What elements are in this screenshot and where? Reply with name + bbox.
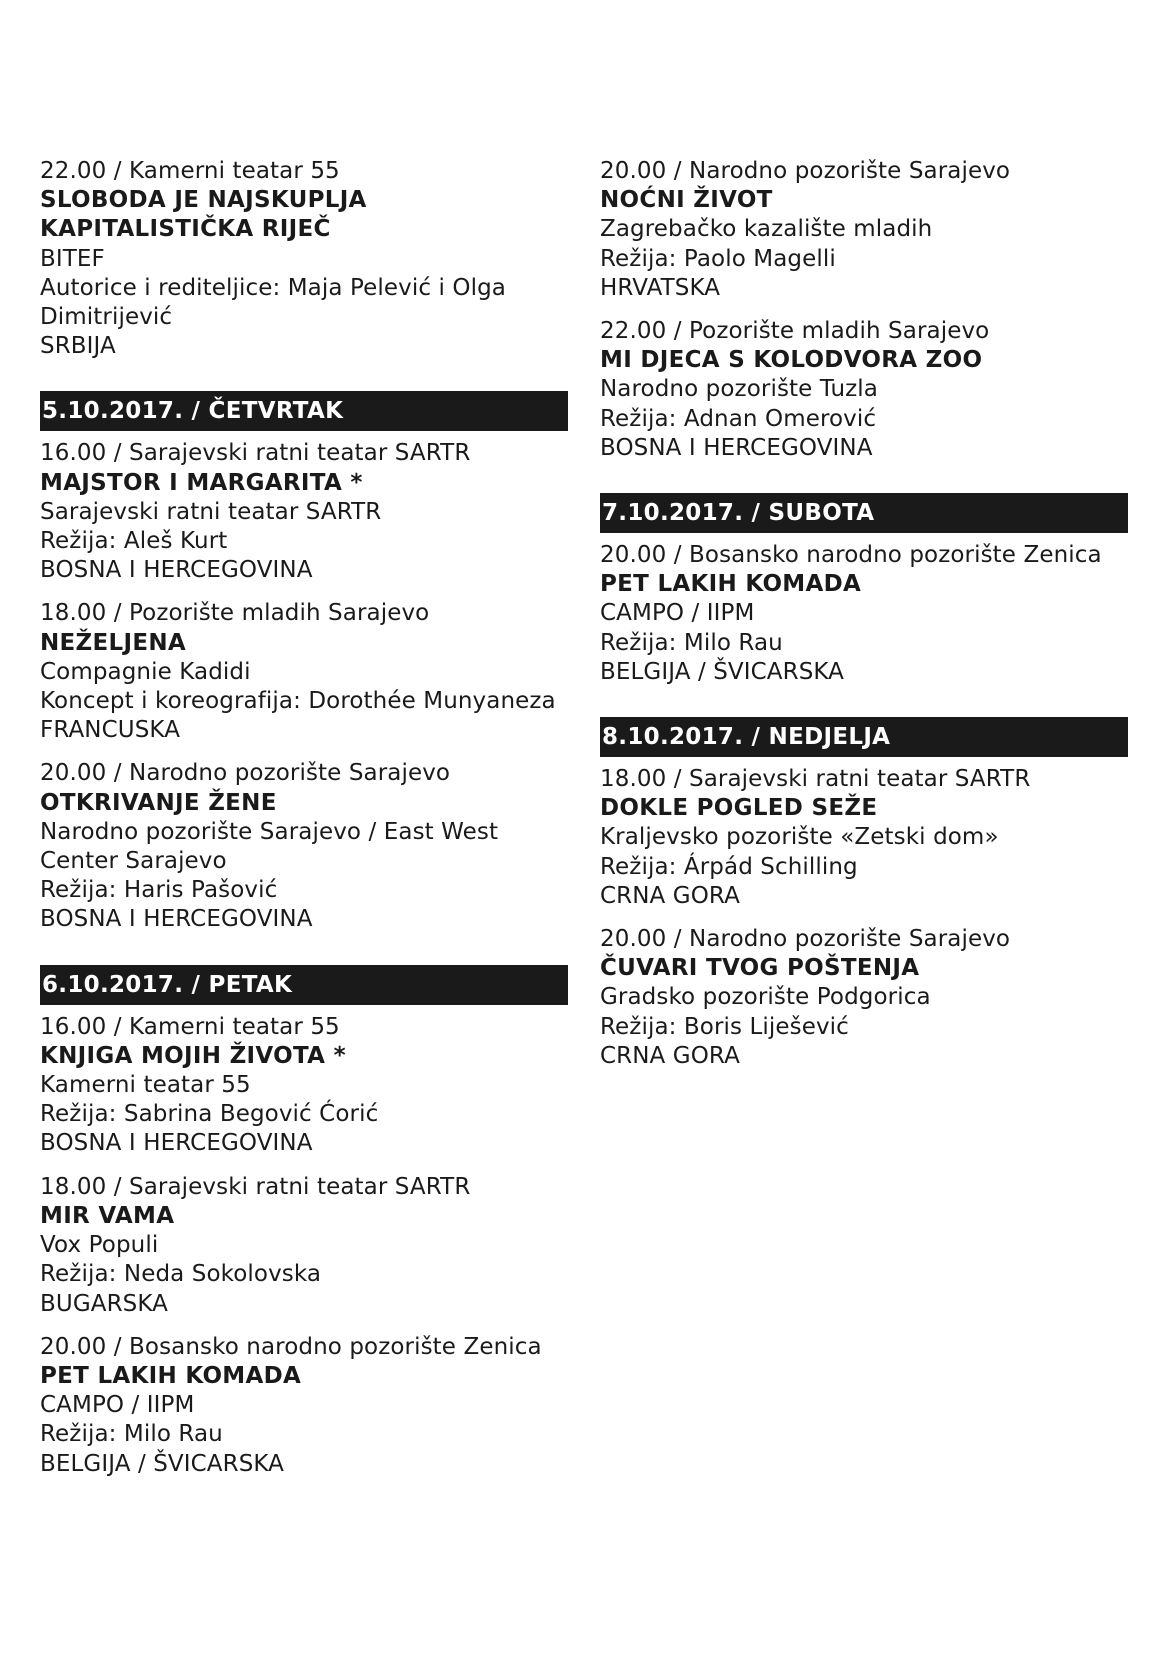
event-time-venue: 18.00 / Pozorište mladih Sarajevo — [40, 600, 430, 627]
event-company: Narodno pozorište Sarajevo / East West Center Sarajevo — [40, 818, 499, 875]
event-credit: Režija: Boris Liješević — [600, 1013, 849, 1040]
event-time-venue: 22.00 / Kamerni teatar 55 — [40, 158, 340, 184]
event-country: CRNA GORA — [600, 882, 740, 909]
event-title: NOĆNI ŽIVOT — [600, 187, 773, 214]
event-pet-lakih-komada — [40, 1333, 568, 1479]
left-column — [40, 157, 568, 1479]
event-time-venue: 18.00 / Sarajevski ratni teatar SARTR — [600, 766, 1031, 793]
event-title: MAJSTOR I MARGARITA * — [40, 469, 363, 496]
event-cuvari — [600, 925, 1128, 1071]
event-dokle-pogled — [600, 765, 1128, 911]
event-credit: Režija: Paolo Magelli — [600, 245, 836, 272]
event-country: BELGIJA / ŠVICARSKA — [600, 658, 845, 685]
event-mir-vama — [40, 1173, 568, 1319]
event-title: DOKLE POGLED SEŽE — [600, 795, 878, 822]
event-otkrivanje — [40, 759, 568, 934]
day-header-saturday: 7.10.2017. / SUBOTA — [600, 493, 1128, 533]
event-credit: Autorice i rediteljice: Maja Pelević i Olga Dimitrijević — [40, 274, 506, 331]
day-header-thursday: 5.10.2017. / ČETVRTAK — [40, 391, 568, 431]
event-pet-lakih-komada — [600, 541, 1128, 687]
event-title: PET LAKIH KOMADA — [600, 571, 862, 598]
event-nezeljena — [40, 599, 568, 745]
day-header-friday: 6.10.2017. / PETAK — [40, 965, 568, 1005]
day-header-sunday: 8.10.2017. / NEDJELJA — [600, 717, 1128, 757]
event-time-venue: 20.00 / Bosansko narodno pozorište Zenica — [40, 1333, 542, 1360]
event-time-venue: 22.00 / Pozorište mladih Sarajevo — [600, 318, 990, 345]
event-company: Kraljevsko pozorište «Zetski dom» — [600, 824, 999, 851]
event-credit: Režija: Haris Pašović — [40, 877, 278, 904]
event-country: BUGARSKA — [40, 1290, 168, 1317]
event-country: BOSNA I HERCEGOVINA — [600, 434, 873, 461]
event-time-venue: 20.00 / Narodno pozorište Sarajevo — [600, 926, 1011, 953]
event-country: BELGIJA / ŠVICARSKA — [40, 1450, 285, 1477]
event-knjiga — [40, 1013, 568, 1159]
event-credit: Režija: Adnan Omerović — [600, 405, 877, 432]
event-majstor — [40, 439, 568, 585]
event-title: SLOBODA JE NAJSKUPLJA KAPITALISTIČKA RIJEČ — [40, 187, 367, 243]
event-credit: Režija: Neda Sokolovska — [40, 1261, 322, 1288]
event-country: FRANCUSKA — [40, 717, 181, 744]
event-title: KNJIGA MOJIH ŽIVOTA * — [40, 1042, 346, 1069]
event-country: BOSNA I HERCEGOVINA — [40, 1130, 313, 1157]
event-company: Narodno pozorište Tuzla — [600, 376, 878, 403]
event-time-venue: 20.00 / Narodno pozorište Sarajevo — [40, 760, 451, 787]
event-company: Zagrebačko kazalište mladih — [600, 216, 933, 243]
event-mi-djeca — [600, 317, 1128, 463]
event-company: CAMPO / IIPM — [40, 1392, 195, 1419]
event-company: Vox Populi — [40, 1232, 159, 1259]
event-credit: Režija: Aleš Kurt — [40, 528, 228, 555]
event-sloboda — [40, 157, 568, 361]
event-time-venue: 18.00 / Sarajevski ratni teatar SARTR — [40, 1173, 471, 1200]
event-credit: Režija: Árpád Schilling — [600, 853, 858, 880]
event-time-venue: 20.00 / Narodno pozorište Sarajevo — [600, 158, 1011, 184]
event-title: PET LAKIH KOMADA — [40, 1362, 302, 1389]
event-credit: Režija: Milo Rau — [600, 629, 783, 656]
event-country: HRVATSKA — [600, 274, 721, 301]
event-time-venue: 20.00 / Bosansko narodno pozorište Zenica — [600, 542, 1102, 569]
event-title: MIR VAMA — [40, 1202, 175, 1229]
event-title: NEŽELJENA — [40, 629, 187, 656]
right-column — [600, 157, 1128, 1071]
event-company: Gradsko pozorište Podgorica — [600, 984, 931, 1011]
event-company: Kamerni teatar 55 — [40, 1072, 251, 1099]
event-country: CRNA GORA — [600, 1042, 740, 1069]
event-title: ČUVARI TVOG POŠTENJA — [600, 955, 920, 982]
event-time-venue: 16.00 / Sarajevski ratni teatar SARTR — [40, 440, 471, 467]
event-time-venue: 16.00 / Kamerni teatar 55 — [40, 1013, 340, 1040]
event-company: BITEF — [40, 245, 105, 272]
event-nocni-zivot — [600, 157, 1128, 303]
event-company: Sarajevski ratni teatar SARTR — [40, 498, 382, 525]
event-title: OTKRIVANJE ŽENE — [40, 789, 277, 816]
event-credit: Režija: Milo Rau — [40, 1421, 223, 1448]
event-credit: Režija: Sabrina Begović Ćorić — [40, 1101, 379, 1128]
event-country: BOSNA I HERCEGOVINA — [40, 906, 313, 933]
event-company: CAMPO / IIPM — [600, 600, 755, 627]
event-company: Compagnie Kadidi — [40, 658, 251, 685]
event-country: BOSNA I HERCEGOVINA — [40, 557, 313, 584]
event-country: SRBIJA — [40, 333, 116, 360]
event-title: MI DJECA S KOLODVORA ZOO — [600, 347, 983, 374]
event-credit: Koncept i koreografija: Dorothée Munyaneza — [40, 688, 556, 715]
